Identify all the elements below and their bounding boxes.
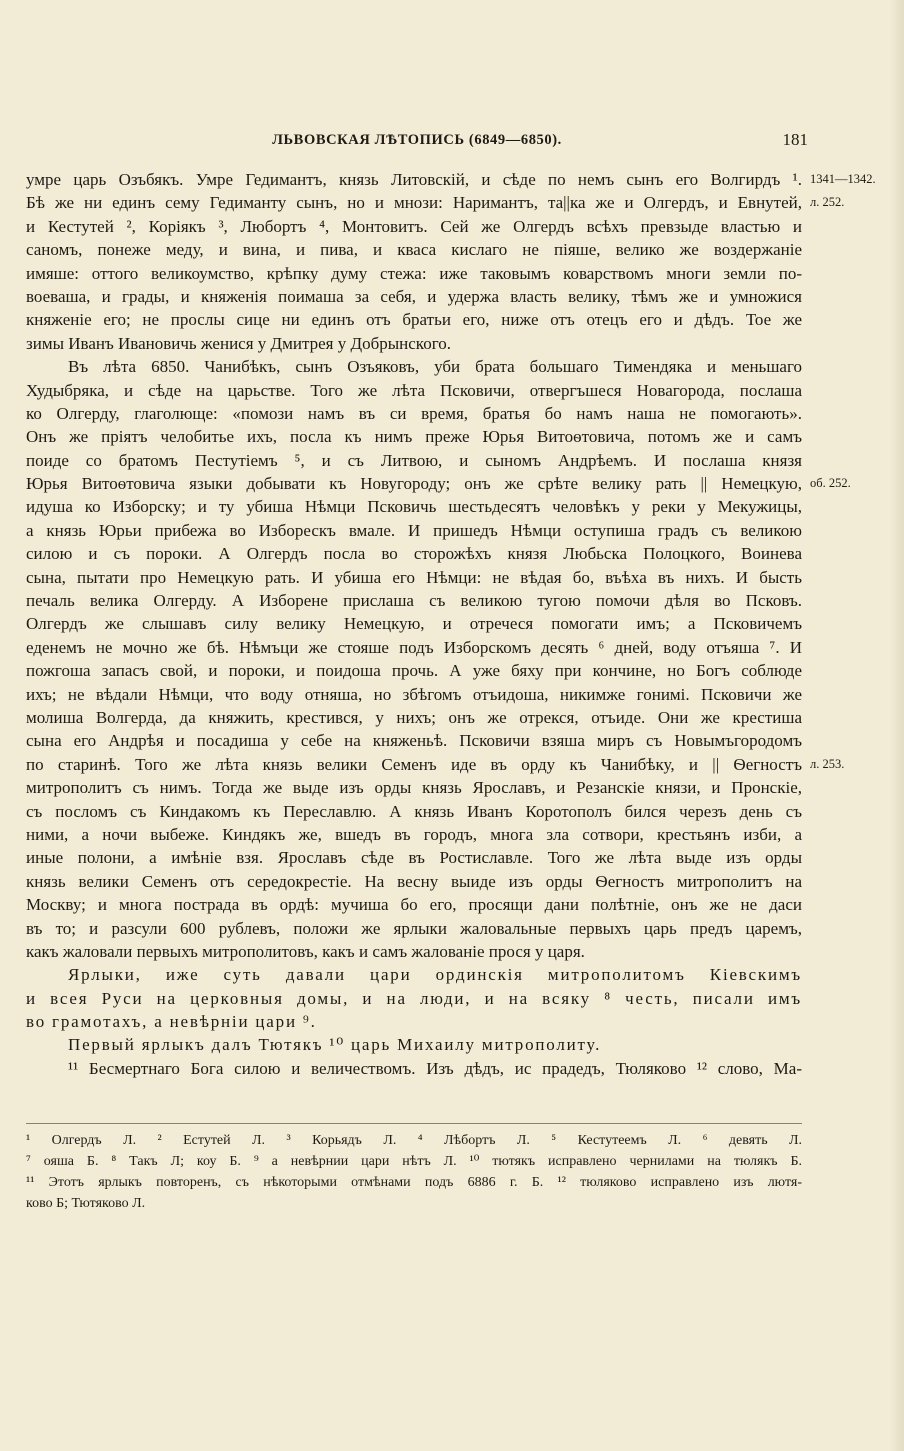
text-line: съ посломъ съ Киндакомъ къ Переславлю. А князь Иванъ Коротополъ бился черезъ день съ — [26, 801, 802, 821]
text-line: силою и съ пороки. А Олгердъ посла во сторожѣхъ князя Любьска Полоцкого, Воинева — [26, 544, 802, 564]
text-line: Въ лѣта 6850. Чанибѣкъ, сынъ Озъяковъ, уби брата большаго Тимендяка и меньшаго — [68, 357, 802, 377]
text-line: печаль велика Олгерду. А Изборене прислаша съ великою тугою помочи дѣля во Псковъ. — [26, 591, 802, 611]
text-line: и Кестутей ², Коріякъ ³, Любортъ ⁴, Монтовитъ. Сей же Олгердъ всѣхъ превзыде властью и — [26, 216, 802, 236]
footnote-line: ¹¹ Этотъ ярлыкъ повторенъ, съ нѣкоторыми отмѣнами подъ 6886 г. Б. ¹² тюляково исправлено изъ лютя- — [26, 1175, 802, 1190]
text-line: еденемъ не мочно же бѣ. Нѣмъци же стояше подъ Изборскомъ десять ⁶ дней, воду отъяша ⁷. И — [26, 637, 802, 657]
text-line: зимы Иванъ Ивановичь женися у Дмитрея у Добрынского. — [26, 333, 451, 353]
footnote-line: ково Б; Тютяково Л. — [26, 1196, 146, 1211]
page-header — [26, 128, 808, 154]
text-line: по старинѣ. Того же лѣта князь велики Семенъ иде въ орду къ Чанибѣку, и || Ѳегностъ — [26, 754, 802, 774]
text-line: умре царь Озъбякъ. Умре Гедимантъ, князь Литовскій, и сѣде по немъ сынъ его Волгирдъ ¹. — [26, 170, 802, 189]
page-edge-shadow — [890, 0, 904, 1451]
text-line: сына его Андрѣя и посадиша у себе на княженьѣ. Псковичи взяша миръ съ Новымъгородомъ — [26, 731, 802, 751]
text-line: поиде со братомъ Пестутіемъ ⁵, и съ Литвою, и сыномъ Андрѣемъ. И послаша князя — [26, 450, 802, 470]
margin-note-leaf: л. 252. — [810, 195, 845, 210]
text-line: митрополитъ съ нимъ. Тогда же выде изъ орды князь Ярославъ, и Резанскіе князи, и Пронскіе, — [26, 778, 802, 798]
text-line: Ярлыки, иже суть давали цари ординскія митрополитомъ Кіевскимъ — [68, 965, 802, 985]
footnote-line: ¹ Олгердъ Л. ² Естутей Л. ³ Корьядъ Л. ⁴ Лѣбортъ Л. ⁵ Кестутеемъ Л. ⁶ девять Л. — [26, 1133, 802, 1148]
text-line: иные полони, а имѣніе взя. Ярославъ сѣде въ Ростиславле. Того же лѣта выде изъ орды — [26, 848, 802, 868]
text-line: Юрья Витоѳтовича языки добывати къ Новугороду; онъ же срѣте велику рать || Немецкую, — [26, 474, 802, 494]
margin-note-year: 1341—1342. — [810, 172, 876, 186]
text-line: ними, а ночи выбеже. Киндякъ же, вшедъ въ городъ, многа зла сотвори, крестьянъ изби, а — [26, 824, 802, 844]
text-line: княженіе его; не прослы сице ни единъ отъ братьи его, ниже отъ отецъ его и дѣдъ. Тое же — [26, 310, 802, 330]
footnote-line: ⁷ ояша Б. ⁸ Такъ Л; коу Б. ⁹ а невѣрнии цари нѣтъ Л. ¹⁰ тютякъ исправлено чернилами на тюлякъ Б. — [26, 1154, 802, 1169]
running-head: ЛЬВОВСКАЯ ЛѢТОПИСЬ (6849—6850). — [272, 132, 562, 148]
text-line: молиша Волгерда, да княжить, крестився, у нихъ; онъ же отрекся, отъиде. Они же крестиша — [26, 707, 802, 727]
text-line: во грамотахъ, а невѣрніи цари ⁹. — [26, 1012, 317, 1032]
main-text — [26, 168, 802, 1080]
page-number: 181 — [782, 130, 808, 149]
margin-note-leaf: об. 252. — [810, 476, 851, 491]
text-line: Бѣ же ни единъ сему Гедиманту сынъ, но и мнози: Наримантъ, та||ка же и Олгердъ, и Евнутей, — [26, 193, 802, 213]
text-line: Олгердъ же слышавъ силу велику Немецкую, и отречеся помогати имъ; а Псковичемъ — [26, 614, 802, 634]
text-line: князь велики Семенъ отъ середокрестіе. На весну выиде изъ орды Ѳегностъ митрополитъ на — [26, 871, 802, 891]
text-line: Первый ярлыкъ далъ Тютякъ ¹⁰ царь Михаилу митрополиту. — [68, 1035, 602, 1055]
text-line: Худыбряка, и сѣде на царьстве. Того же лѣта Псковичи, отвергъшеся Новагорода, послаша — [26, 380, 802, 400]
text-line: пожгоша запасъ свой, и пороки, и поидоша прочь. А уже бяху при кончине, но Богъ соблюде — [26, 661, 802, 681]
text-line: Онъ же пріятъ челобитье ихъ, посла къ нимъ преже Юрья Витоѳтовича, потомъ же и самъ — [26, 427, 802, 447]
text-line: саномъ, понеже меду, и вина, и пива, и кваса кислаго не піяше, велико же воздержаніе — [26, 240, 802, 260]
text-line: ¹¹ Бесмертнаго Бога силою и величествомъ. Изъ дѣдъ, ис прадедъ, Тюляково ¹² слово, Ма- — [68, 1058, 802, 1078]
text-line: идуша ко Изборску; и ту убиша Нѣмци Псковичь шестьдесятъ человѣкъ у реки у Мекужицы, — [26, 497, 802, 517]
text-line: воеваша, и грады, и княженія поимаша за себя, и удержа власть велику, тѣмъ же и умножися — [26, 286, 802, 306]
text-line: ихъ; не вѣдали Нѣмци, что воду отняша, но збѣгомъ отъидоша, никимже гонимі. Псковичи же — [26, 684, 802, 704]
text-line: сына, пытати про Немецкую рать. И убиша его Нѣмци: не вѣдая бо, въѣха въ нихъ. И бысть — [26, 567, 802, 587]
margin-note-leaf: л. 253. — [810, 757, 845, 771]
text-line: какъ жаловали первыхъ митрополитовъ, какъ и самъ жалованіе прося у царя. — [26, 941, 585, 961]
text-line: а князь Юрьи прибежа во Изборескъ вмале. И пришедъ Нѣмци оступиша градъ съ великою — [26, 520, 802, 540]
text-line: имяше: оттого великоумство, крѣпку думу стежа: иже таковымъ коварствомъ многи земли по- — [26, 263, 802, 283]
text-line: Москву; и многа пострада въ ордѣ: мучиша бо его, просящи дани полѣтніе, онъ же не даси — [26, 895, 802, 915]
footnote-divider — [26, 1123, 802, 1124]
text-line: ко Олгерду, глаголюще: «помози намъ въ си время, братья бо намъ наша не помогають». — [26, 403, 802, 423]
text-line: и всея Руси на церковныя домы, и на люди, и на всяку ⁸ честь, писали имъ — [26, 988, 802, 1008]
text-line: въ то; и разсули 600 рублевъ, положи же ярлыки жаловальные первыхъ царь предъ царемъ, — [26, 918, 802, 938]
footnotes — [26, 1130, 802, 1214]
